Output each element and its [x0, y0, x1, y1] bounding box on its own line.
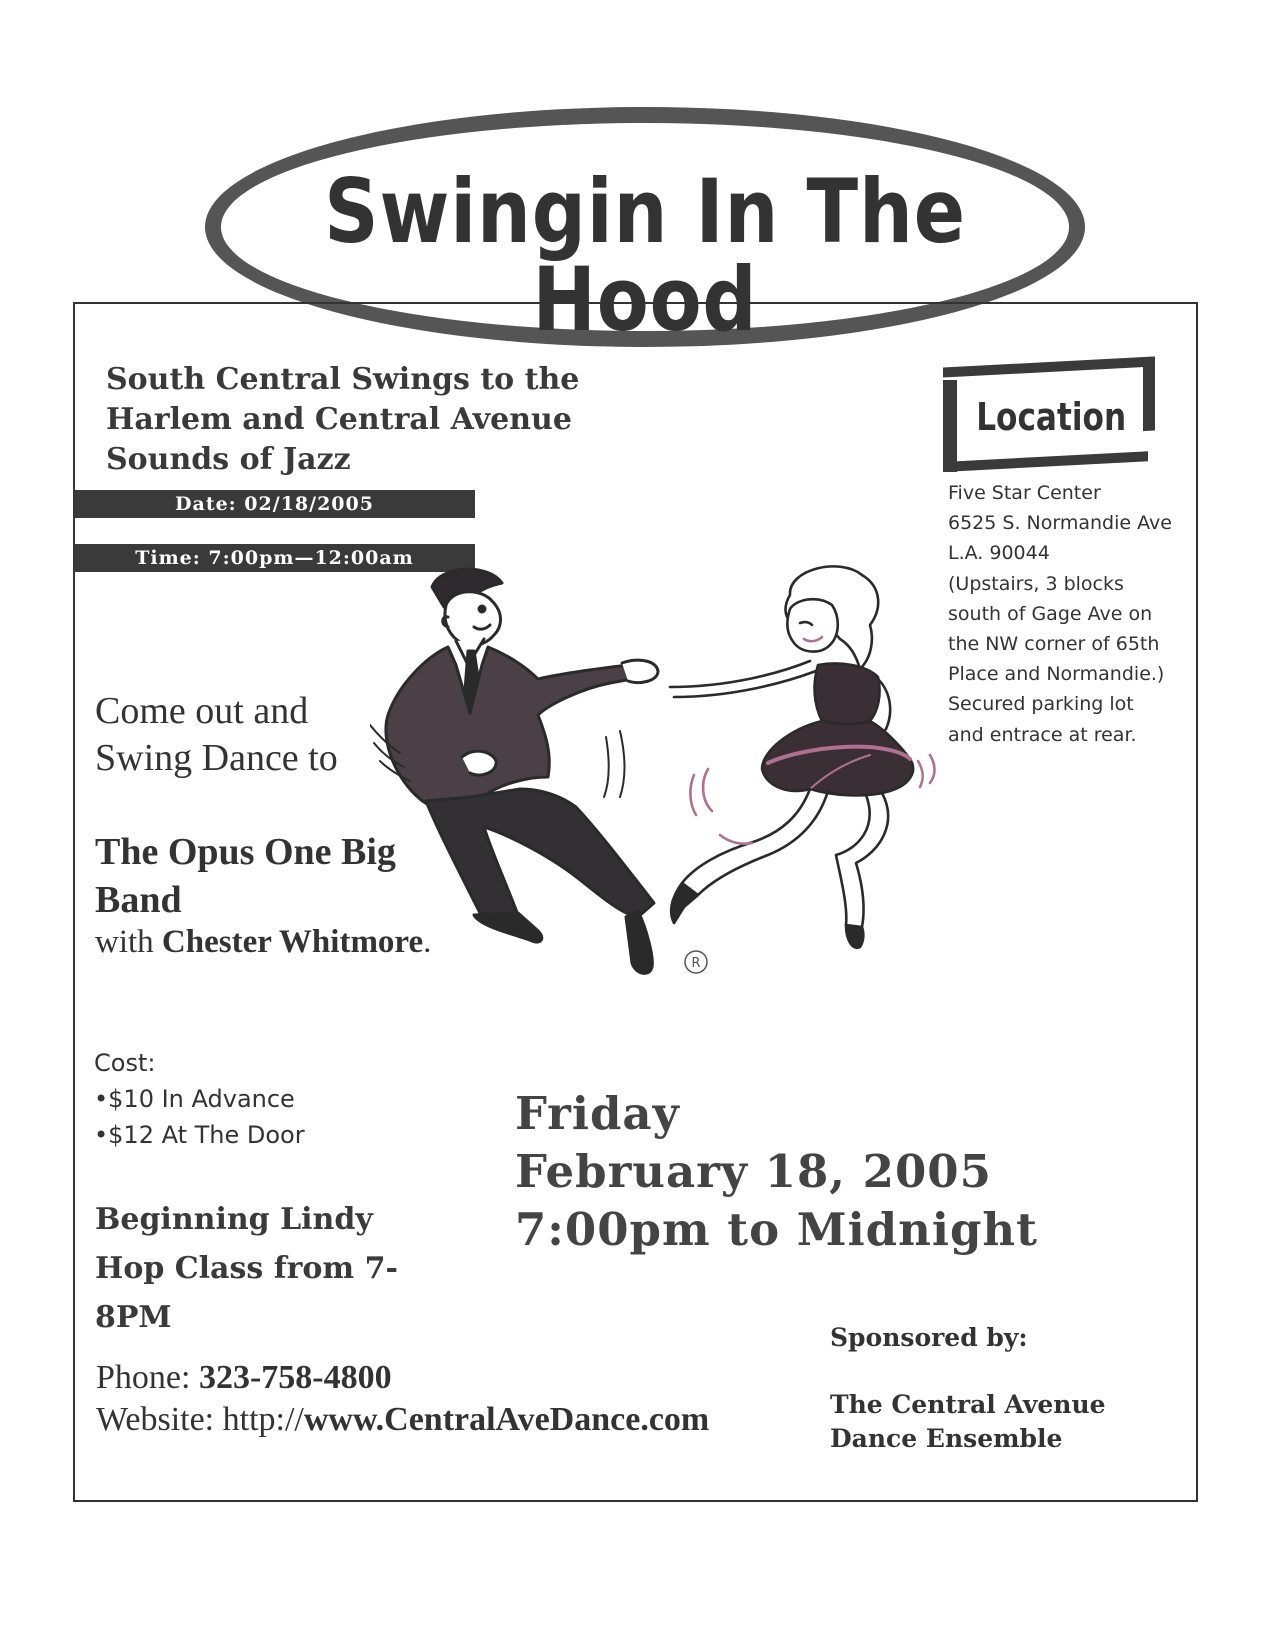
- female-dancer-bodice: [815, 664, 880, 725]
- female-dancer-shoe: [846, 925, 863, 948]
- address-line: the NW corner of 65th: [948, 633, 1160, 656]
- address-line: Secured parking lot: [948, 693, 1134, 716]
- cost-section: [94, 1045, 454, 1153]
- event-time: 7:00pm to Midnight: [515, 1203, 1038, 1256]
- sponsor-label: Sponsored by:: [830, 1323, 1028, 1352]
- lindy-line: 8PM: [95, 1300, 172, 1335]
- phone-label: Phone:: [96, 1359, 199, 1396]
- website-label: Website: http://: [96, 1401, 304, 1438]
- event-date: February 18, 2005: [515, 1145, 992, 1198]
- sponsor-name-line: The Central Avenue: [830, 1390, 1106, 1419]
- address-line: and entrace at rear.: [948, 723, 1137, 746]
- lindy-line: Hop Class from 7-: [95, 1251, 398, 1286]
- location-address: [948, 478, 1188, 750]
- invite-line: Come out and: [95, 690, 309, 732]
- time-bar: Time: 7:00pm—12:00am: [74, 544, 475, 572]
- featuring-suffix: .: [423, 924, 432, 960]
- sponsor-name: [830, 1388, 1170, 1456]
- male-dancer-shoe: [474, 913, 542, 942]
- date-bar: Date: 02/18/2005: [74, 490, 475, 518]
- subtitle: South Central Swings to the Harlem and Central Avenue Sounds of Jazz: [106, 362, 580, 477]
- lindy-class-note: [95, 1195, 455, 1342]
- cost-label: Cost:: [94, 1049, 156, 1077]
- featuring-prefix: with: [95, 924, 162, 960]
- cost-item: •$10 In Advance: [94, 1085, 295, 1113]
- address-line: L.A. 90044: [948, 542, 1050, 565]
- female-dancer: [670, 566, 935, 947]
- address-line: Five Star Center: [948, 482, 1101, 504]
- registered-mark-text: R: [691, 956, 701, 971]
- invite-text: [95, 688, 415, 782]
- phone-number: 323-758-4800: [198, 1359, 392, 1396]
- event-datetime: [515, 1085, 1135, 1259]
- event-day: Friday: [515, 1087, 680, 1140]
- contact-info: [96, 1357, 796, 1441]
- featuring-name: Chester Whitmore: [161, 924, 424, 960]
- phone-line: [96, 1357, 796, 1399]
- address-line: Place and Normandie.): [948, 663, 1165, 686]
- male-dancer-face: [445, 592, 501, 646]
- invite-line: Swing Dance to: [95, 737, 338, 779]
- website-line: [96, 1399, 796, 1441]
- male-dancer-shoe: [626, 911, 652, 973]
- address-line: (Upstairs, 3 blocks: [948, 572, 1124, 595]
- swing-dancers-illustration: [370, 565, 945, 1030]
- registered-mark: [685, 951, 707, 973]
- male-dancer: [370, 569, 658, 973]
- male-dancer-trousers: [426, 789, 654, 917]
- sponsor-name-line: Dance Ensemble: [830, 1424, 1063, 1453]
- male-dancer-jacket: [386, 647, 632, 808]
- address-line: south of Gage Ave on: [948, 602, 1153, 625]
- address-line: 6525 S. Normandie Ave: [948, 512, 1172, 535]
- page-title: Swingin In The Hood: [324, 160, 966, 351]
- band-name: The Opus One Big Band: [95, 831, 396, 921]
- cost-item: •$12 At The Door: [94, 1121, 305, 1149]
- location-label: Location: [976, 395, 1127, 439]
- lindy-line: Beginning Lindy: [95, 1202, 373, 1237]
- website-url: www.CentralAveDance.com: [303, 1401, 710, 1438]
- female-dancer-shoe: [671, 883, 698, 923]
